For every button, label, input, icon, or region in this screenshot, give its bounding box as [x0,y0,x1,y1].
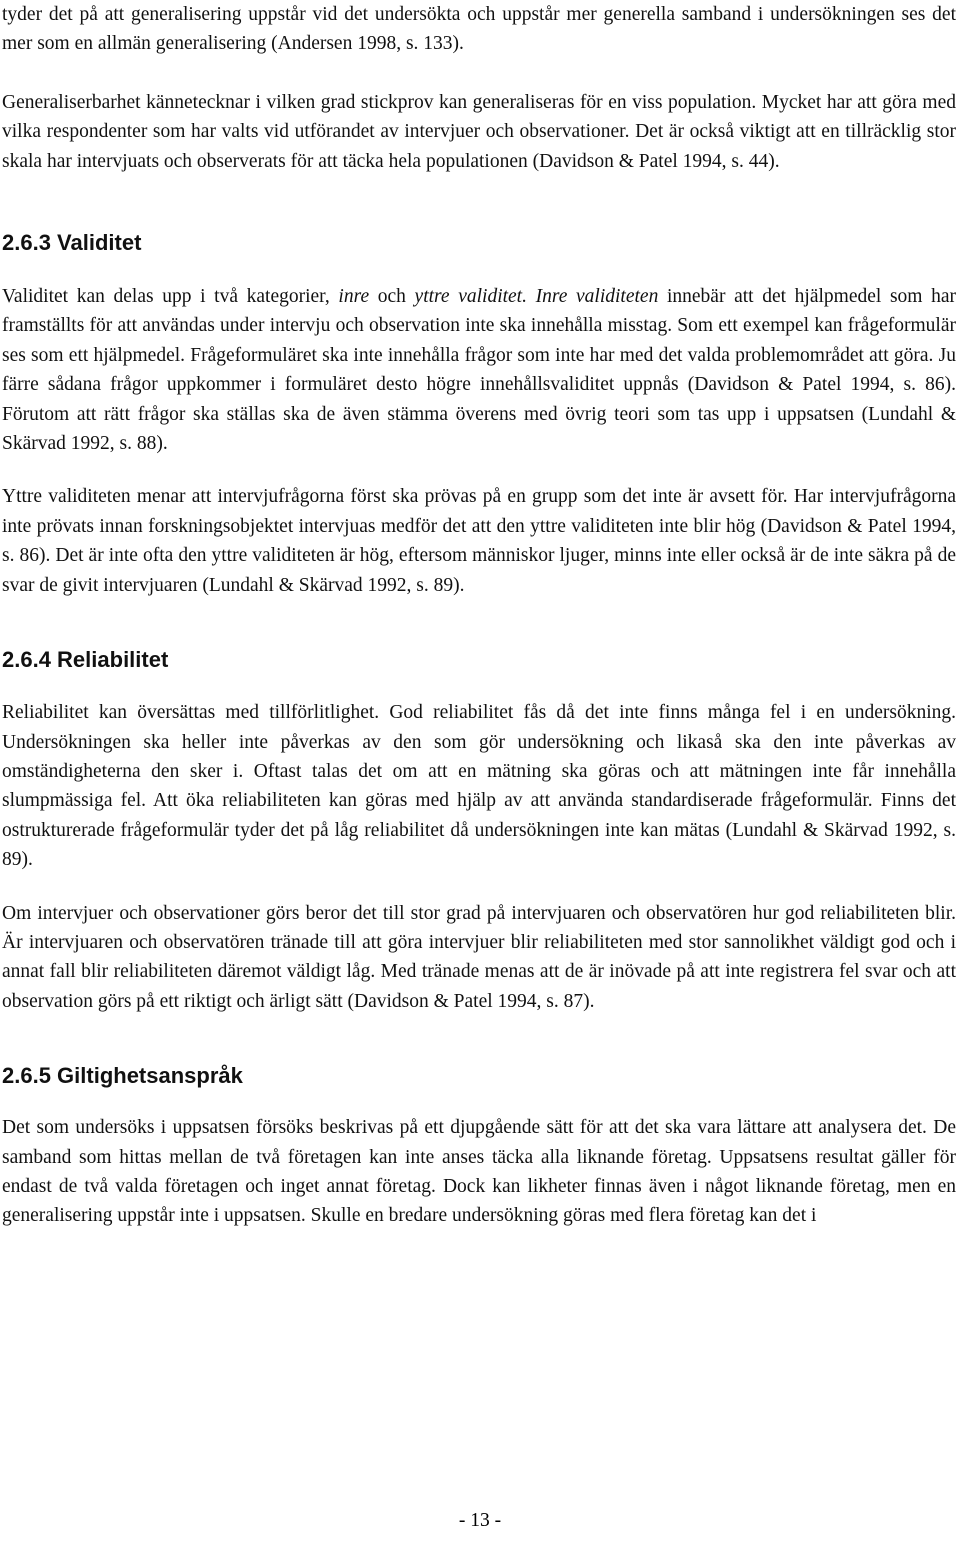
validitet-paragraph-2: Yttre validiteten menar att intervjufrågorna först ska prövas på en grupp som det inte är avsett för. Har intervjufrågorna inte prövats innan forskningsobjektet intervjuas medför det att den yttre validiteten inte blir hög (Davidson & Patel 1994, s. 86). Det är inte ofta den yttre validiteten är hög, eftersom människor ljuger, minns inte eller också är de inte säkra på de svar de givit intervjuaren (Lundahl & Skärvad 1992, s. 89). [2,486,956,596]
validitet-text-och: och [369,286,415,308]
validitet-text-intro: Validitet kan delas upp i två kategorier, [2,286,339,308]
validitet-text-space [527,286,536,307]
section-heading-giltighetsansprak: 2.6.5 Giltighetsanspråk [2,1063,243,1089]
validitet-text-rest: innebär att det hjälpmedel som har framställts för att användas under intervju och observation inte ska innehålla misstag. Som ett exempel kan frågeformulär ses som ett hjälpmedel. Frågeformuläret ska inte innehålla frågor som inte har med det valda problemområdet att göra. Ju färre sådana frågor uppkommer i formuläret desto högre innehållsvaliditet uppnås (Davidson & Patel 1994, s. 86). Förutom att rätt frågor ska ställas ska de även stämma överens med övrig teori som tas upp i uppsatsen (Lundahl & Skärvad 1992, s. 88). [2,286,957,455]
reliabilitet-paragraph-2: Om intervjuer och observationer görs beror det till stor grad på intervjuaren och observatören hur god reliabiliteten blir. Är intervjuaren och observatören tränade till att göra intervjuer blir reliabiliteten med stor sannolikhet väldigt god och i annat fall blir reliabiliteten däremot väldigt låg. Med tränade menas att de är inövade på att inte registrera fel svar och att observation görs på ett riktigt och ärligt sätt (Davidson & Patel 1994, s. 87). [2,902,956,1012]
section-heading-reliabilitet: 2.6.4 Reliabilitet [2,647,169,673]
giltighet-paragraph: Det som undersöks i uppsatsen försöks beskrivas på ett djupgående sätt för att det ska vara lättare att analysera det. De samband som hittas mellan de två företagen kan inte anses täcka alla liknande företag. Uppsatsens resultat gäller för endast de två valda företagen och inget annat företag. Dock kan likheter finnas även i något liknande företag, men en generalisering uppstår inte i uppsatsen. Skulle en bredare undersökning göras med flera företag kan det i [2,1117,956,1227]
generaliserbarhet-paragraph: Generaliserbarhet kännetecknar i vilken grad stickprov kan generaliseras för en viss population. Mycket har att göra med vilka respondenter som har valts vid utförandet av intervjuer och observationer. Det är också viktigt att en tillräcklig stor skala har intervjuats och observerats för att täcka hela populationen (Davidson & Patel 1994, s. 44). [2,91,956,172]
page-number: - 13 - [458,1510,502,1531]
intro-paragraph: tyder det på att generalisering uppstår vid det undersökta och uppstår mer generella samband i undersökningen ses det mer som en allmän generalisering (Andersen 1998, s. 133). [2,4,956,55]
section-heading-validitet: 2.6.3 Validitet [2,230,142,256]
italic-term-yttre: yttre validitet. [414,286,527,308]
italic-term-inre: inre [338,286,370,308]
validitet-paragraph-1 [2,282,956,458]
reliabilitet-paragraph-1: Reliabilitet kan översättas med tillförlitlighet. God reliabilitet fås då det inte finns många fel i en undersökning. Undersökningen ska heller inte påverkas av den som gör undersökning och likaså ska den inte påverkas av omständigheterna den sker i. Oftast talas det om att en mätning ska göras och att mätningen inte får innehålla slumpmässiga fel. Att öka reliabiliteten kan göras med hjälp av att använda standardiserade frågeformulär. Finns det ostrukturerade frågeformulär tyder det på låg reliabilitet då undersökningen inte kan mätas (Lundahl & Skärvad 1992, s. 89). [2,702,956,871]
italic-term-inre-validiteten: Inre validiteten [535,286,659,308]
